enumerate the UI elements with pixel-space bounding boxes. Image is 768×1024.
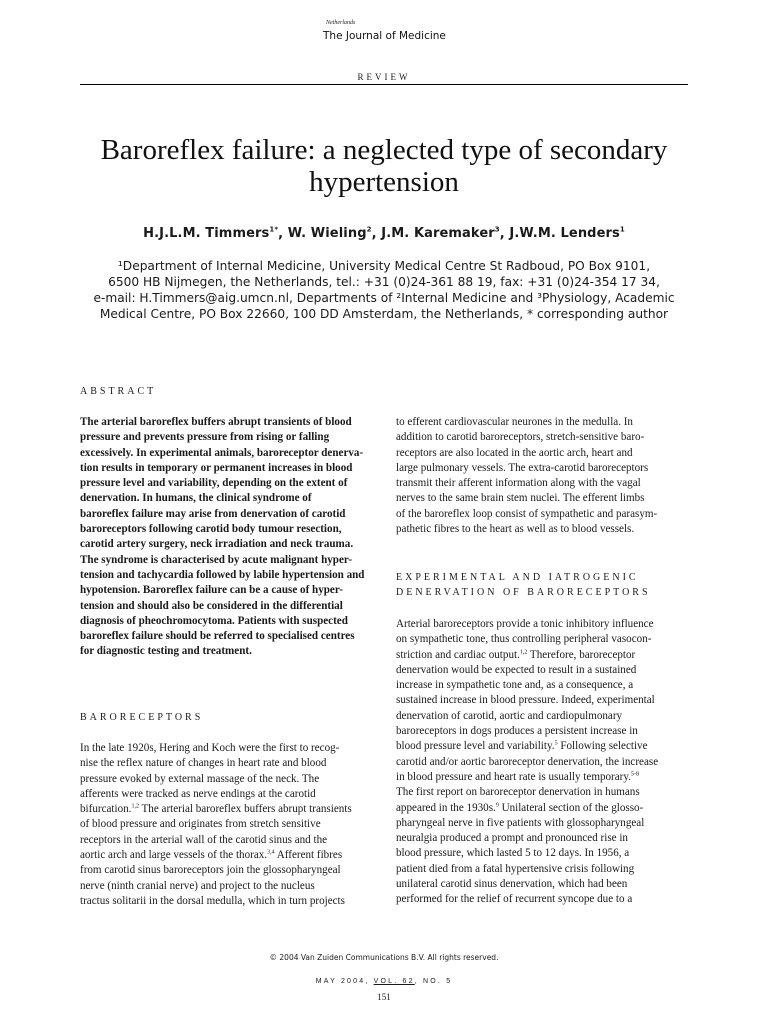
text-line: transmit their afferent information along with the vagal bbox=[396, 477, 641, 490]
affiliation-line: 6500 HB Nijmegen, the Netherlands, tel.: +31 (0)24-361 88 19, fax: +31 (0)24-354 17 34, bbox=[108, 275, 660, 289]
affiliation bbox=[80, 258, 688, 322]
author bbox=[381, 226, 499, 241]
text-line bbox=[80, 848, 375, 863]
line-text: In the late 1920s, Hering and Koch were the first to recog- bbox=[80, 742, 340, 754]
line-text: afferents were tracked as nerve endings at the carotid bbox=[80, 787, 316, 800]
text-line bbox=[396, 831, 691, 846]
text-line: baroreflex failure should be referred to specialised centres bbox=[80, 630, 355, 643]
text-line bbox=[396, 693, 691, 708]
text-line: carotid artery surgery, neck irradiation and neck trauma. bbox=[80, 538, 354, 551]
article-title: Baroreflex failure: a neglected type of secondary hypertension bbox=[100, 134, 668, 198]
author bbox=[288, 226, 372, 241]
text-line bbox=[396, 617, 691, 632]
line-text: blood pressure, which lasted 5 to 12 days. In 1956, a bbox=[396, 847, 630, 860]
line-text: sustained increase in blood pressure. Indeed, experimental bbox=[396, 694, 655, 707]
line-text-rest: Unilateral section of the glosso- bbox=[498, 801, 644, 814]
line-text: aortic arch and large vessels of the thorax. bbox=[80, 849, 268, 862]
abstract-heading: ABSTRACT bbox=[80, 386, 157, 397]
text-line: of the baroreflex loop consist of sympathetic and parasym- bbox=[396, 507, 658, 520]
journal-country-label: Netherlands bbox=[326, 20, 356, 26]
line-text: denervation would be expected to result in a sustained bbox=[396, 663, 637, 676]
line-text: of blood pressure and originates from stretch sensitive bbox=[80, 818, 321, 831]
issue-info bbox=[0, 978, 768, 985]
page-number: 151 bbox=[377, 992, 391, 1002]
author-name: J.M. Karemaker bbox=[381, 226, 495, 242]
line-text: nise the reflex nature of changes in heart rate and blood bbox=[80, 757, 327, 770]
affiliation-line: Medical Centre, PO Box 22660, 100 DD Amsterdam, the Netherlands, * corresponding author bbox=[99, 307, 669, 321]
text-line: for diagnostic testing and treatment. bbox=[80, 645, 252, 658]
line-text: striction and cardiac output. bbox=[396, 648, 520, 661]
text-line bbox=[396, 739, 691, 754]
text-line bbox=[80, 802, 375, 817]
text-line bbox=[396, 648, 691, 663]
text-line bbox=[80, 787, 375, 802]
text-line bbox=[396, 632, 691, 647]
abstract-text bbox=[80, 415, 375, 660]
line-text: blood pressure level and variability. bbox=[396, 740, 555, 753]
text-line: pressure level and variability, depending on the extent of bbox=[80, 477, 348, 490]
author-name: W. Wieling bbox=[287, 226, 367, 242]
line-text: denervation of carotid, aortic and cardiopulmonary bbox=[396, 709, 623, 722]
line-text: pharyngeal nerve in five patients with glossopharyngeal bbox=[396, 816, 645, 829]
text-line: excessively. In experimental animals, baroreceptor denerva- bbox=[80, 446, 364, 459]
line-text: from carotid sinus baroreceptors join the glossopharyngeal bbox=[80, 864, 341, 877]
text-line: baroreceptors following carotid body tumour resection, bbox=[80, 523, 342, 536]
line-text: tractus solitarii in the dorsal medulla, which in turn projects bbox=[80, 894, 345, 907]
citation-ref: 1,2 bbox=[131, 803, 139, 810]
citation-ref: 9 bbox=[495, 801, 499, 808]
text-line: The syndrome is characterised by acute malignant hyper- bbox=[80, 553, 353, 566]
line-text: nerve (ninth cranial nerve) and project to the nucleus bbox=[80, 879, 315, 892]
header-rule bbox=[80, 84, 688, 85]
issue-prefix: MAY 2004, bbox=[315, 978, 374, 985]
text-line: tension and tachycardia followed by labile hypertension and bbox=[80, 568, 365, 581]
text-line bbox=[396, 709, 691, 724]
text-line bbox=[396, 892, 691, 907]
text-line bbox=[396, 846, 691, 861]
author-list: H.J.L.M. Timmers$^{1*}$, W. Wieling$^2$, J.M. Karemaker$^3$, J.W.M. Lenders$^1$ bbox=[143, 226, 625, 242]
line-text: appeared in the 1930s. bbox=[396, 801, 496, 814]
heading-line: EXPERIMENTAL AND IATROGENIC bbox=[396, 572, 639, 583]
line-text: pressure evoked by external massage of the neck. The bbox=[80, 772, 320, 785]
text-line: receptors are also located in the aortic arch, heart and bbox=[396, 446, 633, 459]
affiliation-line: ¹Department of Internal Medicine, University Medical Centre St Radboud, PO Box 9101, bbox=[117, 259, 651, 273]
line-text: performed for the relief of recurrent syncope due to a bbox=[396, 893, 633, 906]
line-text: receptors in the arterial wall of the carotid sinus and the bbox=[80, 833, 328, 846]
text-line bbox=[80, 863, 375, 878]
text-line bbox=[396, 785, 691, 800]
text-line bbox=[396, 770, 691, 785]
text-line bbox=[80, 741, 375, 756]
experimental-text bbox=[396, 617, 691, 908]
text-line bbox=[80, 756, 375, 771]
text-line bbox=[80, 833, 375, 848]
issue-suffix: , NO. 5 bbox=[414, 978, 453, 985]
line-text: in blood pressure and heart rate is usually temporary. bbox=[396, 770, 631, 783]
heading-line: DENERVATION OF BARORECEPTORS bbox=[396, 587, 651, 598]
text-line: large pulmonary vessels. The extra-carotid baroreceptors bbox=[396, 461, 649, 474]
right-column-intro-text bbox=[396, 415, 691, 537]
author bbox=[509, 226, 624, 241]
author-affiliation-mark: 1* bbox=[269, 226, 279, 234]
text-line bbox=[396, 663, 691, 678]
citation-ref: 5 bbox=[554, 740, 558, 747]
author-affiliation-mark: 2 bbox=[366, 226, 372, 234]
copyright-notice: © 2004 Van Zuiden Communications B.V. All rights reserved. bbox=[269, 953, 499, 962]
line-text: bifurcation. bbox=[80, 803, 132, 816]
text-line: pathetic fibres to the heart as well as to blood vessels. bbox=[396, 523, 635, 536]
section-label: REVIEW bbox=[357, 72, 411, 82]
text-line: to efferent cardiovascular neurones in the medulla. In bbox=[396, 416, 633, 428]
line-text: increase in sympathetic tone and, as a consequence, a bbox=[396, 679, 634, 692]
text-line bbox=[80, 817, 375, 832]
baroreceptors-text bbox=[80, 741, 375, 909]
line-text-rest: The arterial baroreflex buffers abrupt transients bbox=[138, 803, 352, 816]
line-text-rest: Afferent fibres bbox=[274, 849, 343, 862]
text-line: tension and should also be considered in the differential bbox=[80, 599, 343, 612]
text-line bbox=[396, 801, 691, 816]
issue-volume: VOL. 62 bbox=[373, 978, 415, 985]
text-line bbox=[396, 755, 691, 770]
text-line bbox=[396, 877, 691, 892]
text-line: addition to carotid baroreceptors, stretch-sensitive baro- bbox=[396, 431, 645, 444]
text-line: The arterial baroreflex buffers abrupt transients of blood bbox=[80, 416, 352, 428]
text-line bbox=[396, 862, 691, 877]
text-line: nerves to the same brain stem nuclei. The efferent limbs bbox=[396, 492, 645, 505]
text-line: tion results in temporary or permanent increases in blood bbox=[80, 461, 353, 474]
text-line: baroreflex failure may arise from denervation of carotid bbox=[80, 507, 346, 520]
citation-ref: 1,2 bbox=[519, 648, 528, 655]
line-text: on sympathetic tone, thus controlling peripheral vasocon- bbox=[396, 633, 652, 646]
text-line bbox=[80, 879, 375, 894]
author-affiliation-mark: 1 bbox=[619, 226, 625, 234]
text-line bbox=[80, 772, 375, 787]
line-text: carotid and/or aortic baroreceptor denervation, the increase bbox=[396, 755, 659, 768]
line-text-rest: Following selective bbox=[557, 740, 648, 753]
text-line: denervation. In humans, the clinical syndrome of bbox=[80, 492, 312, 505]
text-line bbox=[396, 816, 691, 831]
experimental-heading bbox=[396, 570, 651, 600]
author-name: J.W.M. Lenders bbox=[509, 226, 620, 242]
affiliation-line: e-mail: H.Timmers@aig.umcn.nl, Departments of ²Internal Medicine and ³Physiology, Academic bbox=[93, 291, 675, 305]
citation-ref: 3,4 bbox=[267, 849, 275, 856]
line-text: unilateral carotid sinus denervation, which had been bbox=[396, 878, 628, 891]
author bbox=[143, 226, 278, 241]
line-text: The first report on baroreceptor denervation in humans bbox=[396, 786, 640, 799]
author-affiliation-mark: 3 bbox=[494, 226, 500, 234]
text-line bbox=[396, 678, 691, 693]
line-text: baroreceptors in dogs produces a persistent increase in bbox=[396, 725, 638, 738]
line-text: Arterial baroreceptors provide a tonic inhibitory influence bbox=[396, 618, 654, 630]
baroreceptors-heading: BARORECEPTORS bbox=[80, 712, 204, 723]
text-line: hypotension. Baroreflex failure can be a cause of hyper- bbox=[80, 584, 344, 597]
journal-name: The Journal of Medicine bbox=[323, 30, 446, 42]
line-text-rest: Therefore, baroreceptor bbox=[527, 648, 636, 661]
text-line: pressure and prevents pressure from rising or falling bbox=[80, 431, 330, 444]
author-name: H.J.L.M. Timmers bbox=[143, 226, 270, 242]
text-line bbox=[396, 724, 691, 739]
text-line bbox=[80, 894, 375, 909]
line-text: neuralgia produced a prompt and pronounced rise in bbox=[396, 832, 628, 845]
line-text: patient died from a fatal hypertensive crisis following bbox=[396, 862, 635, 875]
citation-ref: 5-8 bbox=[630, 771, 639, 778]
text-line: diagnosis of pheochromocytoma. Patients with suspected bbox=[80, 614, 348, 627]
